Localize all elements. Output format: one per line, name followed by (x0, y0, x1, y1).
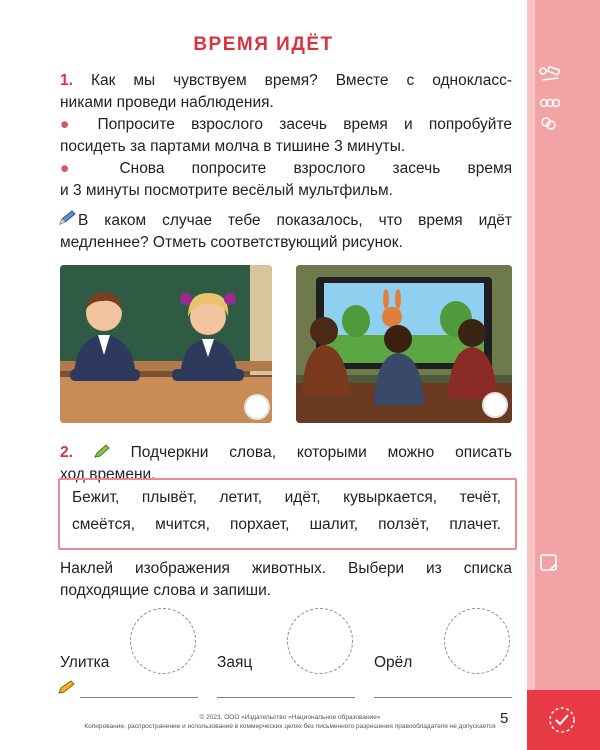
page-number: 5 (500, 710, 509, 727)
task1-bullet1-line2: посидеть за партами молча в тишине 3 минуты. (60, 138, 406, 155)
cartoon-checkbox[interactable] (482, 392, 508, 418)
words-box (58, 478, 517, 550)
animal-label-snail: Улитка (60, 654, 110, 671)
task1-question-line1: В каком случае тебе показалось, что время идёт (78, 212, 512, 229)
cartoon-picture (296, 265, 512, 423)
sticker-slot-eagle[interactable] (444, 608, 510, 674)
footer-notice: Копирование, распространение и использование в коммерческих целях без письменного разрешения правообладателя не допускается (84, 723, 496, 730)
bullet-dot: ● (60, 116, 82, 133)
bullet1-text1: Попросите взрослого засечь время и попробуйте (97, 116, 512, 133)
group-icon (539, 94, 561, 112)
right-sidebar (527, 0, 600, 750)
pencil-icon (58, 210, 78, 226)
task1-intro-line1 (60, 70, 512, 92)
answer-line-snail[interactable] (80, 697, 198, 698)
task1-bullet2-line2: и 3 минуты посмотрите весёлый мультфильм. (60, 182, 393, 199)
task3-line1: Наклей изображения животных. Выбери из списка (60, 560, 512, 577)
words-line2[interactable]: смеётся, мчится, порхает, шалит, ползёт, плачет. (72, 516, 501, 533)
bullet2-text1: Снова попросите взрослого засечь время (119, 160, 512, 177)
task2-line2: ход времени. (60, 466, 156, 483)
check-dial-icon (545, 703, 579, 737)
animal-label-eagle: Орёл (374, 654, 413, 671)
task1-intro-text1: Как мы чувствуем время? Вместе с однокласс- (90, 72, 512, 89)
classroom-checkbox[interactable] (244, 394, 270, 420)
pencil-green-icon (94, 444, 110, 458)
sidebar-strip (527, 0, 535, 750)
answer-line-eagle[interactable] (374, 697, 512, 698)
pair-icon (539, 114, 561, 132)
classroom-picture (60, 265, 272, 423)
task2-line1 (60, 442, 512, 464)
sticker-slot-snail[interactable] (130, 608, 196, 674)
task2-number: 2. (60, 444, 73, 461)
pencil-yellow-icon (58, 680, 76, 694)
cartoon-illustration (296, 265, 512, 423)
task1-number: 1. (60, 72, 73, 89)
task2-text1: Подчеркни словa, которыми можно описать (130, 444, 512, 461)
animal-label-hare: Заяц (217, 654, 253, 671)
task3-line2: подходящие слова и запиши. (60, 582, 272, 599)
bullet-dot: ● (60, 160, 93, 177)
task1-question-line2: медленнее? Отметь соответствующий рисунок. (60, 234, 403, 251)
footer-copyright: © 2023, ООО «Издательство «Национальное образование» (199, 714, 381, 721)
words-line1[interactable]: Бежит, плывёт, летит, идёт, кувыркается, течёт, (72, 489, 501, 506)
pencil-ruler-icon (539, 66, 561, 84)
sticker-icon (539, 553, 559, 573)
task1-bullet2-line1 (60, 158, 512, 180)
page-title: ВРЕМЯ ИДЁТ (193, 34, 334, 55)
task1-bullet1-line1 (60, 114, 512, 136)
sidebar-bottom (527, 690, 600, 750)
classroom-illustration (60, 265, 272, 423)
sticker-slot-hare[interactable] (287, 608, 353, 674)
answer-line-hare[interactable] (217, 697, 355, 698)
task1-intro-line2: никами проведи наблюдения. (60, 94, 274, 111)
